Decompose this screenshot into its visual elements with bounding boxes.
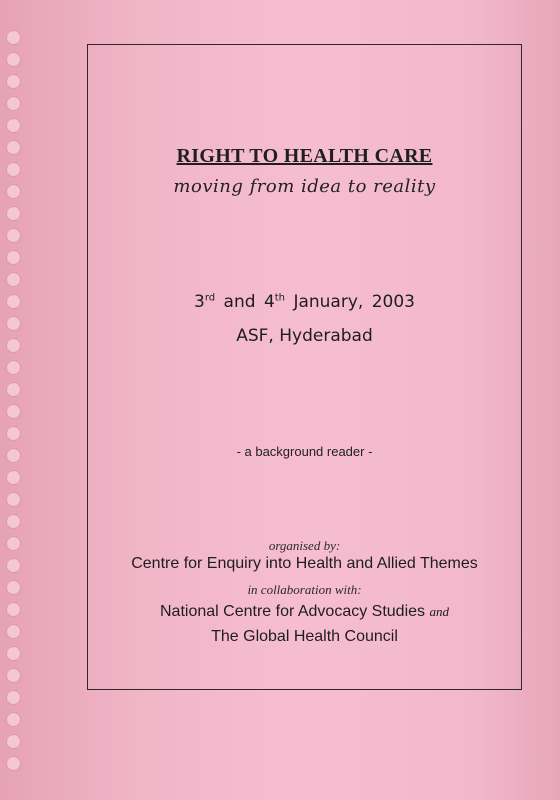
organised-by-label: organised by: [268, 538, 341, 553]
binding-hole [6, 272, 21, 287]
binding-holes [6, 30, 24, 790]
binding-hole [6, 118, 21, 133]
binding-hole [6, 96, 21, 111]
binding-hole [6, 756, 21, 771]
binding-hole [6, 712, 21, 727]
date-conjunction: and [223, 292, 256, 312]
date-day1-suffix: rd [204, 292, 216, 304]
reader-note: - a background reader - [236, 444, 373, 459]
binding-hole [6, 338, 21, 353]
binding-hole [6, 536, 21, 551]
collaborator-line-1 [87, 603, 522, 621]
organiser-name: Centre for Enquiry into Health and Allied Themes [131, 555, 478, 572]
binding-hole [6, 514, 21, 529]
binding-hole [6, 558, 21, 573]
binding-hole [6, 734, 21, 749]
binding-hole [6, 382, 21, 397]
binding-hole [6, 690, 21, 705]
document-subtitle: moving from idea to reality [173, 176, 436, 197]
binding-hole [6, 294, 21, 309]
binding-hole [6, 140, 21, 155]
binding-hole [6, 426, 21, 441]
binding-hole [6, 74, 21, 89]
binding-hole [6, 316, 21, 331]
date-day2-suffix: th [274, 292, 286, 304]
binding-hole [6, 52, 21, 67]
event-date [87, 292, 522, 312]
binding-hole [6, 404, 21, 419]
date-month-year: January, 2003 [293, 292, 415, 312]
binding-hole [6, 228, 21, 243]
date-day2: 4 [263, 292, 275, 312]
date-day1: 3 [194, 292, 205, 312]
document-title: RIGHT TO HEALTH CARE [176, 145, 433, 167]
binding-hole [6, 206, 21, 221]
binding-hole [6, 470, 21, 485]
binding-hole [6, 602, 21, 617]
binding-hole [6, 624, 21, 639]
collaborator-and: and [429, 604, 449, 619]
binding-hole [6, 580, 21, 595]
collaborator-2: The Global Health Council [211, 628, 398, 645]
binding-hole [6, 668, 21, 683]
binding-hole [6, 360, 21, 375]
binding-hole [6, 492, 21, 507]
binding-hole [6, 162, 21, 177]
collaborator-1: National Centre for Advocacy Studies [160, 603, 426, 620]
binding-hole [6, 250, 21, 265]
event-venue: ASF, Hyderabad [236, 326, 373, 346]
binding-hole [6, 646, 21, 661]
binding-hole [6, 448, 21, 463]
binding-hole [6, 30, 21, 45]
collaboration-label: in collaboration with: [247, 582, 362, 597]
binding-hole [6, 184, 21, 199]
